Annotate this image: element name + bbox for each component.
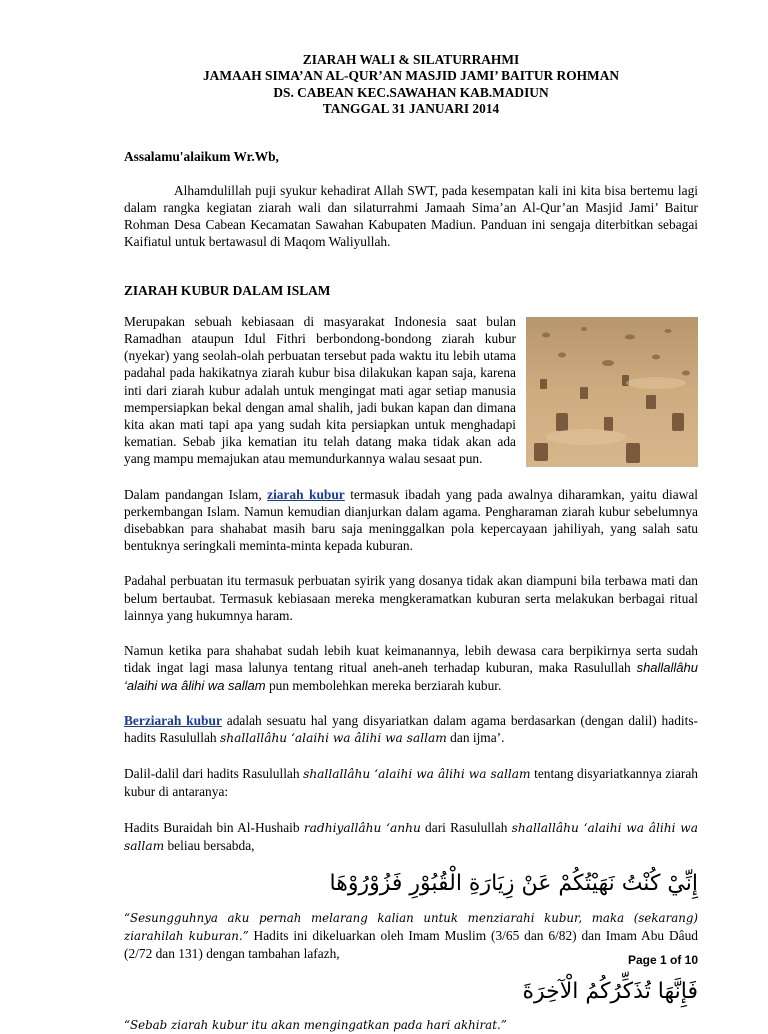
italic-span: shallallâhu ‘alaihi wa âlihi wa sallam	[303, 767, 531, 782]
text-span: pun membolehkan mereka berziarah kubur.	[265, 677, 502, 693]
document-header	[124, 52, 698, 118]
quote-span: “Sesungguhnya aku pernah melarang kalian untuk menziarahi kubur, maka (sekarang) ziarahilah kuburan.”	[124, 910, 698, 944]
shirk-paragraph: Padahal perbuatan itu termasuk perbuatan syirik yang dosanya tidak akan diampuni bila terbawa mati dan belum bertaubat. Termasuk kebiasaan mereka mengkeramatkan kuburan serta melakukan berbagai ritual lainnya yang hukumnya haram.	[124, 573, 698, 623]
header-location: DS. CABEAN KEC.SAWAHAN KAB.MADIUN	[273, 84, 549, 100]
intro-paragraph: Alhamdulillah puji syukur kehadirat Allah SWT, pada kesempatan kali ini kita bisa bertemu lagi dalam rangka kegiatan ziarah wali dan silaturrahmi Jamaah Sima’an Al-Qur’an Masjid Jami’ Baitur Rohman Desa Cabean Kecamatan Sawahan Kabupaten Madiun. Panduan ini sengaja diterbitkan sebagai Kaifiatul untuk bertawasul di Maqom Waliyullah.	[124, 182, 698, 250]
text-span: beliau bersabda,	[164, 837, 255, 853]
text-span: Hadits Buraidah bin Al-Hushaib	[124, 819, 304, 835]
text-span: Namun ketika para shahabat sudah lebih kuat keimanannya, lebih dewasa cara berpikirnya serta sudah tidak ingat lagi masa lalunya tentang ritual aneh-aneh terhadap kuburan, maka Rasulullah	[124, 643, 698, 676]
italic-span: shallallâhu ‘alaihi wa âlihi wa sallam	[124, 820, 698, 853]
berziarah-paragraph	[124, 712, 698, 747]
hadits-paragraph	[124, 819, 698, 855]
header-date: TANGGAL 31 JANUARI 2014	[322, 101, 500, 117]
document-page	[124, 52, 698, 1034]
text-span: Hadits ini dikeluarkan oleh Imam Muslim (3/65 dan 6/82) dan Imam Abu Dâud (2/72 dan 131) dengan tambahan lafazh,	[124, 928, 698, 962]
translation-paragraph	[124, 909, 698, 963]
greeting: Assalamu'alaikum Wr.Wb,	[124, 148, 279, 164]
text-span: dan ijma’.	[446, 729, 505, 745]
header-subtitle: JAMAAH SIMA’AN AL-QUR’AN MASJID JAMI’ BAITUR ROHMAN	[202, 68, 620, 84]
text-span: adalah sesuatu hal yang disyariatkan dalam agama berdasarkan (dengan dalil) hadits-hadits Rasulullah	[124, 712, 698, 745]
text-span: Dalil-dalil dari hadits Rasulullah	[124, 766, 304, 782]
arabic-hadith-2: فَإِنَّهَا تُذَكِّرُكُمُ الْآخِرَةَ	[522, 978, 698, 1004]
section-title: ZIARAH KUBUR DALAM ISLAM	[124, 282, 331, 298]
akhirat-quote: “Sebab ziarah kubur itu akan mengingatkan pada hari akhirat.”	[124, 1017, 507, 1032]
faith-paragraph	[124, 642, 698, 694]
arabic-hadith-1: إِنِّيْ كُنْتُ نَهَيْتُكُمْ عَنْ زِيَارَةِ الْقُبُوْرِ فَزُوْرُوْهَا	[329, 870, 698, 896]
text-span: tentang disyariatkannya ziarah kubur di antaranya:	[124, 766, 698, 800]
italic-span: shallallâhu ‘alaihi wa âlihi wa sallam	[124, 660, 698, 693]
italic-span: shallallâhu ‘alaihi wa âlihi wa sallam	[219, 730, 447, 745]
italic-span: radhiyallâhu ‘anhu	[303, 820, 421, 835]
text-span: dari Rasulullah	[420, 819, 512, 835]
custom-paragraph-block	[124, 313, 698, 468]
custom-paragraph: Merupakan sebuah kebiasaan di masyarakat Indonesia saat bulan Ramadhan ataupun Idul Fithri berbondong-bondong ziarah kubur (nyekar) yang seolah-olah perbuatan tersebut pada waktu itu lebih utama padahal pada hakikatnya ziarah kubur bisa dilakukan kapan saja, karena inti dari ziarah kubur adalah untuk mengingat mati agar setiap manusia mempersiapkan bekal dengan amal shalih, jadi bukan kapan dan dimana kita akan mati tapi apa yang sudah kita persiapkan untuk menghadapi kematian. Sebab jika kematian itu telah datang maka tidak akan ada yang mampu memajukan atau memundurkannya walau sesaat pun.	[124, 313, 516, 467]
text-span: termasuk ibadah yang pada awalnya diharamkan, yaitu diawal perkembangan Islam. Namun kemudian dianjurkan dalam agama. Pengharaman ziarah kubur sebelumnya disebabkan para shahabat masih baru saja meninggalkan pola kepercayaan jahiliyah, yang salah satu bentuknya seringkali meminta-minta kepada kuburan.	[124, 486, 698, 554]
graveyard-photo	[526, 317, 698, 467]
islam-view-paragraph	[124, 486, 698, 555]
berziarah-kubur-link[interactable]: Berziarah kubur	[124, 712, 222, 728]
ziarah-kubur-link[interactable]: ziarah kubur	[267, 486, 345, 502]
page-number: Page 1 of 10	[627, 953, 698, 967]
text-span: Dalam pandangan Islam,	[124, 486, 268, 502]
header-title: ZIARAH WALI & SILATURRAHMI	[302, 52, 520, 67]
dalil-paragraph	[124, 765, 698, 800]
